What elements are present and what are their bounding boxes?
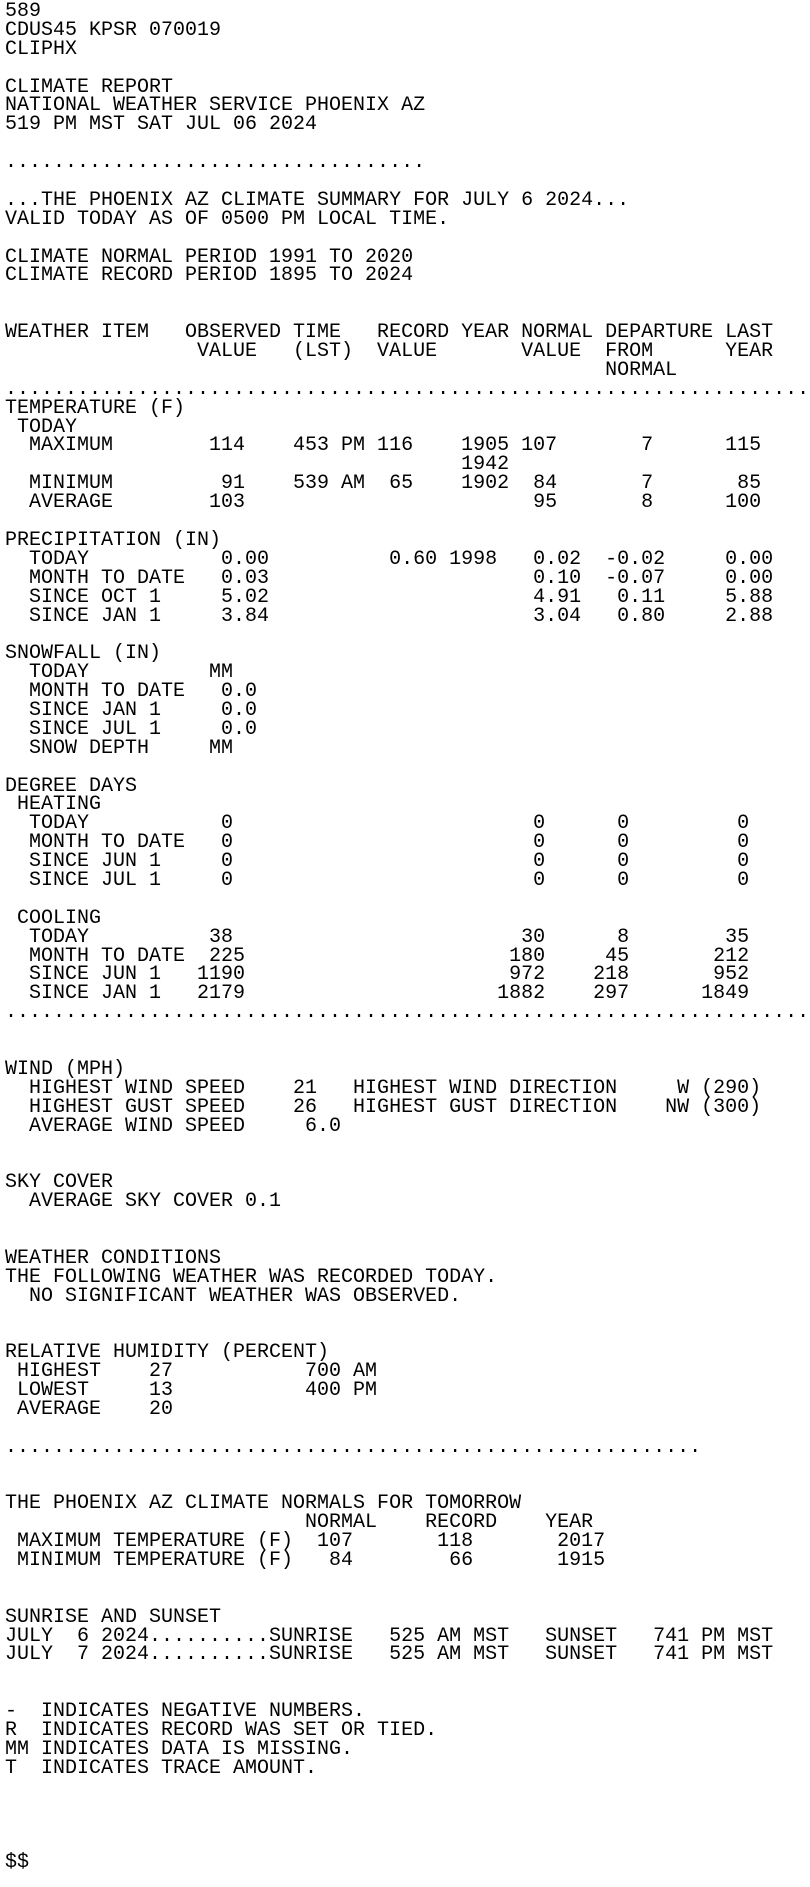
report-line: TEMPERATURE (F) [5,396,186,420]
report-line: MAXIMUM 114 453 PM 116 1905 107 7 115 [5,434,762,458]
report-line: NORMAL [5,358,678,382]
report-line: LOWEST 13 400 PM [5,1379,378,1403]
report-line: TODAY 0 0 0 0 [5,812,750,836]
report-line: WEATHER CONDITIONS [5,1246,222,1270]
report-line: MINIMUM TEMPERATURE (F) 84 66 1915 [5,1549,606,1573]
report-line: SNOWFALL (IN) [5,642,162,666]
report-line: JULY 6 2024..........SUNRISE 525 AM MST SUNSET 741 PM MST [5,1624,774,1648]
report-line: CLIPHX [5,37,78,61]
report-line: MAXIMUM TEMPERATURE (F) 107 118 2017 [5,1530,606,1554]
report-line: SINCE JAN 1 0.0 [5,698,258,722]
report-line: MM INDICATES DATA IS MISSING. [5,1737,354,1761]
report-line: SUNRISE AND SUNSET [5,1605,222,1629]
report-line: AVERAGE 103 95 8 100 [5,491,762,515]
report-line: RELATIVE HUMIDITY (PERCENT) [5,1341,330,1365]
report-line: HIGHEST WIND SPEED 21 HIGHEST WIND DIRECTION W (290) [5,1076,762,1100]
report-line: SNOW DEPTH MM [5,736,234,760]
report-line: 519 PM MST SAT JUL 06 2024 [5,113,318,137]
report-line: $$ [5,1851,30,1875]
report-line: SINCE OCT 1 5.02 4.91 0.11 5.88 [5,585,774,609]
report-line: CLIMATE RECORD PERIOD 1895 TO 2024 [5,264,414,288]
report-line: ...THE PHOENIX AZ CLIMATE SUMMARY FOR JULY 6 2024... [5,188,630,212]
report-line: WEATHER ITEM OBSERVED TIME RECORD YEAR NORMAL DEPARTURE LAST [5,321,774,345]
report-line: ................................................................... [5,1001,810,1025]
report-line: DEGREE DAYS [5,774,138,798]
report-line: MONTH TO DATE 0 0 0 0 [5,831,750,855]
report-line: SINCE JUL 1 0 0 0 0 [5,868,750,892]
report-line: CLIMATE REPORT [5,75,174,99]
report-line: SINCE JUN 1 0 0 0 0 [5,850,750,874]
report-line: JULY 7 2024..........SUNRISE 525 AM MST SUNSET 741 PM MST [5,1643,774,1667]
report-line: NORMAL RECORD YEAR [5,1511,594,1535]
report-line [5,1665,810,1684]
report-line [5,1023,810,1042]
report-line [5,1306,810,1325]
report-line: MONTH TO DATE 225 180 45 212 [5,944,750,968]
report-line: SINCE JAN 1 2179 1882 297 1849 [5,982,750,1006]
report-line: .......................................................... [5,1435,702,1459]
report-line: AVERAGE SKY COVER 0.1 [5,1190,282,1214]
report-line: 1942 [5,453,510,477]
report-line [5,1817,810,1836]
report-line: T INDICATES TRACE AMOUNT. [5,1756,318,1780]
report-line: SINCE JAN 1 3.84 3.04 0.80 2.88 [5,604,774,628]
report-line [5,1798,810,1817]
report-line: MONTH TO DATE 0.0 [5,680,258,704]
report-line [5,891,810,910]
report-line: CDUS45 KPSR 070019 [5,18,222,42]
report-line: VALUE (LST) VALUE VALUE FROM YEAR [5,340,774,364]
report-line: WIND (MPH) [5,1057,126,1081]
report-line: COOLING [5,906,102,930]
report-line: CLIMATE NORMAL PERIOD 1991 TO 2020 [5,245,414,269]
report-line: SINCE JUL 1 0.0 [5,717,258,741]
report-line: MONTH TO DATE 0.03 0.10 -0.07 0.00 [5,566,774,590]
report-line [5,286,810,305]
report-line: R INDICATES RECORD WAS SET OR TIED. [5,1719,438,1743]
report-line: VALID TODAY AS OF 0500 PM LOCAL TIME. [5,207,450,231]
report-line: TODAY MM [5,661,234,685]
report-line [5,1835,810,1854]
report-line: - INDICATES NEGATIVE NUMBERS. [5,1700,366,1724]
report-line: NO SIGNIFICANT WEATHER WAS OBSERVED. [5,1284,462,1308]
report-line: HIGHEST GUST SPEED 26 HIGHEST GUST DIRECTION NW (300) [5,1095,762,1119]
report-line: SINCE JUN 1 1190 972 218 952 [5,963,750,987]
report-line: AVERAGE WIND SPEED 6.0 [5,1114,342,1138]
report-line: ................................... [5,151,426,175]
report-line [5,1212,810,1231]
report-line: THE PHOENIX AZ CLIMATE NORMALS FOR TOMORROW [5,1492,522,1516]
report-line [5,1571,810,1590]
report-line: ................................................................... [5,377,810,401]
report-line: NATIONAL WEATHER SERVICE PHOENIX AZ [5,94,426,118]
report-line [5,1458,810,1477]
report-line: HEATING [5,793,102,817]
report-line: TODAY 38 30 8 35 [5,925,750,949]
report-line: TODAY 0.00 0.60 1998 0.02 -0.02 0.00 [5,547,774,571]
report-line: HIGHEST 27 700 AM [5,1360,378,1384]
report-line [5,1155,810,1174]
report-line: SKY COVER [5,1171,114,1195]
report-line: MINIMUM 91 539 AM 65 1902 84 7 85 [5,472,762,496]
report-line: PRECIPITATION (IN) [5,528,222,552]
report-line [5,1779,810,1798]
report-line: TODAY [5,415,78,439]
report-line [5,1136,810,1155]
report-line: AVERAGE 20 [5,1397,174,1421]
report-line: THE FOLLOWING WEATHER WAS RECORDED TODAY. [5,1265,498,1289]
report-line [5,1042,810,1061]
report-line: 589 [5,0,42,23]
